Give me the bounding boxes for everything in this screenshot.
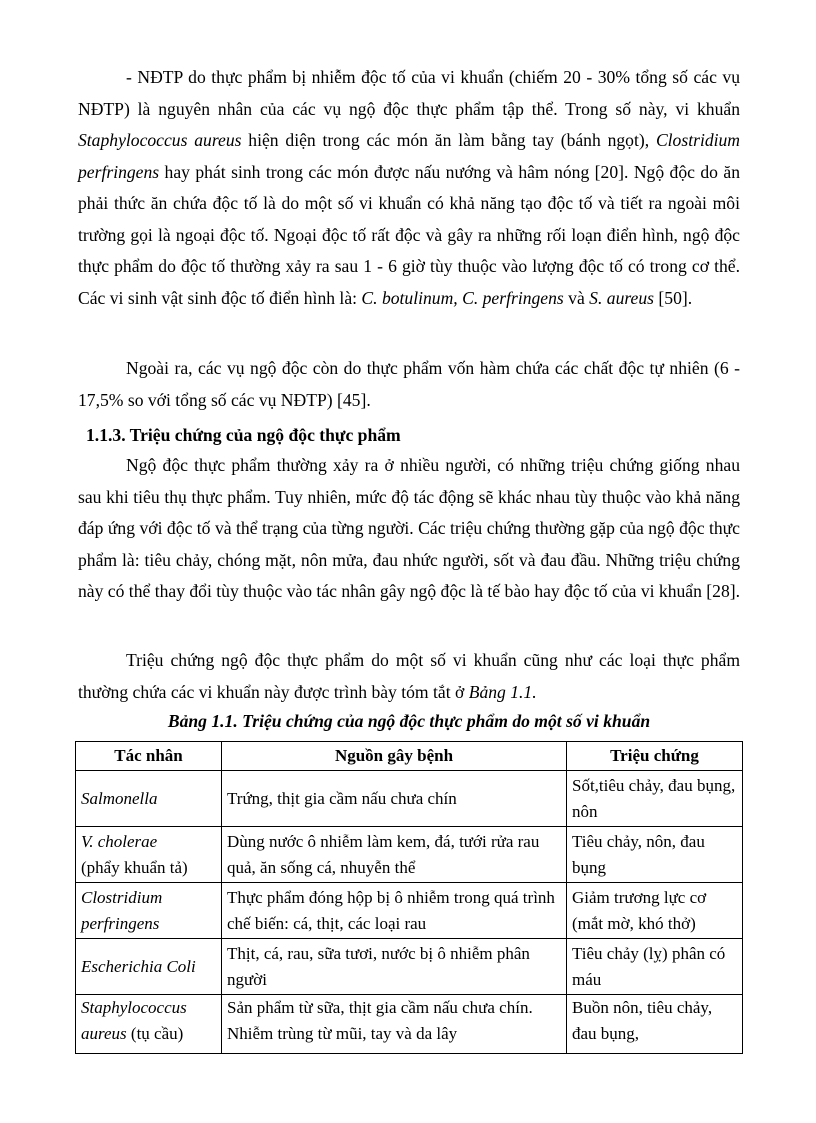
header-symptom: Triệu chứng <box>567 742 743 771</box>
p1-text-1: - NĐTP do thực phẩm bị nhiễm độc tố của vi khuẩn (chiếm 20 - 30% tổng số các vụ NĐTP) là nguyên nhân của các vụ ngộ độc thực phẩm tập thể. Trong số này, vi khuẩn <box>78 67 740 119</box>
table-row <box>76 883 743 939</box>
section-heading: 1.1.3. Triệu chứng của ngộ độc thực phẩm <box>86 425 401 445</box>
paragraph-natural-toxins <box>78 353 740 416</box>
cell-symptom: Tiêu chảy (lỵ) phân có máu <box>567 939 743 995</box>
cell-symptom: Giảm trương lực cơ (mắt mờ, khó thở) <box>567 883 743 939</box>
table-row <box>76 771 743 827</box>
table-row <box>76 827 743 883</box>
agent-name: V. cholerae <box>81 831 158 851</box>
cell-source: Thực phẩm đóng hộp bị ô nhiễm trong quá trình chế biến: cá, thịt, các loại rau <box>222 883 567 939</box>
p1-italic-botulinum: C. botulinum, C. perfringens <box>361 287 564 308</box>
p1-italic-aureus: S. aureus <box>589 287 655 308</box>
symptom-table <box>75 741 743 1054</box>
agent-name: Clostridium perfringens <box>81 887 163 933</box>
cell-symptom: Tiêu chảy, nôn, đau bụng <box>567 827 743 883</box>
agent-name: Escherichia Coli <box>81 956 196 976</box>
cell-agent <box>76 995 222 1054</box>
table-row <box>76 995 743 1054</box>
paragraph-symptoms <box>78 450 740 608</box>
p2-text: Ngoài ra, các vụ ngộ độc còn do thực phẩm vốn hàm chứa các chất độc tự nhiên (6 - 17,5% so với tổng số các vụ NĐTP) [45]. <box>78 358 740 410</box>
cell-symptom: Sốt,tiêu chảy, đau bụng, nôn <box>567 771 743 827</box>
cell-agent <box>76 883 222 939</box>
agent-name: Salmonella <box>81 788 158 808</box>
table-caption: Bảng 1.1. Triệu chứng của ngộ độc thực phẩm do một số vi khuẩn <box>167 711 651 731</box>
table-row <box>76 939 743 995</box>
agent-note: (tụ cầu) <box>126 1024 184 1043</box>
cell-agent <box>76 771 222 827</box>
p1-text-5: [50]. <box>654 287 693 308</box>
p1-text-4: và <box>563 287 590 308</box>
cell-agent <box>76 939 222 995</box>
cell-source: Sản phẩm từ sữa, thịt gia cầm nấu chưa chín. Nhiễm trùng từ mũi, tay và da lây <box>222 995 567 1054</box>
paragraph-bacterial-toxins <box>78 62 740 314</box>
cell-source: Trứng, thịt gia cầm nấu chưa chín <box>222 771 567 827</box>
p1-italic-clostridium: Clostridium perfringens <box>78 130 741 182</box>
table-header-row <box>76 742 743 771</box>
p4-text-1: Triệu chứng ngộ độc thực phẩm do một số vi khuẩn cũng như các loại thực phẩm thường chứa các vi khuẩn này được trình bày tóm tắt ở <box>78 650 740 702</box>
cell-source: Thịt, cá, rau, sữa tươi, nước bị ô nhiễm phân người <box>222 939 567 995</box>
cell-source: Dùng nước ô nhiễm làm kem, đá, tưới rửa rau quả, ăn sống cá, nhuyễn thể <box>222 827 567 883</box>
p1-text-3: hay phát sinh trong các món được nấu nướng và hâm nóng [20]. Ngộ độc do ăn phải thức ăn chứa độc tố là do một số vi khuẩn có khả năng tạo độc tố và tiết ra ngoài môi trường gọi là ngoại độc tố. Ngoại độc tố rất độc và gây ra những rối loạn điển hình, ngộ độc thực phẩm do độc tố thường xảy ra sau 1 - 6 giờ tùy thuộc vào lượng độc tố có trong cơ thể. Các vi sinh vật sinh độc tố điển hình là: <box>78 161 740 308</box>
p1-italic-staphylococcus: Staphylococcus aureus <box>78 130 242 150</box>
p1-text-2: hiện diện trong các món ăn làm bằng tay (bánh ngọt), <box>241 130 656 150</box>
header-source: Nguồn gây bệnh <box>222 742 567 771</box>
cell-agent <box>76 827 222 883</box>
agent-note: (phẩy khuẩn tả) <box>81 857 188 877</box>
p3-text: Ngộ độc thực phẩm thường xảy ra ở nhiều người, có những triệu chứng giống nhau sau khi tiêu thụ thực phẩm. Tuy nhiên, mức độ tác động sẽ khác nhau tùy thuộc vào khả năng đáp ứng với độc tố và thể trạng của từng người. Các triệu chứng thường gặp của ngộ độc thực phẩm là: tiêu chảy, chóng mặt, nôn mửa, đau nhức người, sốt và đau đầu. Những triệu chứng này có thể thay đổi tùy thuộc vào tác nhân gây ngộ độc là tế bào hay độc tố của vi khuẩn [28]. <box>78 455 741 601</box>
cell-symptom: Buồn nôn, tiêu chảy, đau bụng, <box>567 995 743 1054</box>
agent-name: Staphylococcus aureus <box>81 998 187 1043</box>
paragraph-table-intro <box>78 645 740 708</box>
header-agent: Tác nhân <box>76 742 222 771</box>
p4-italic-table-ref: Bảng 1.1. <box>468 681 537 702</box>
